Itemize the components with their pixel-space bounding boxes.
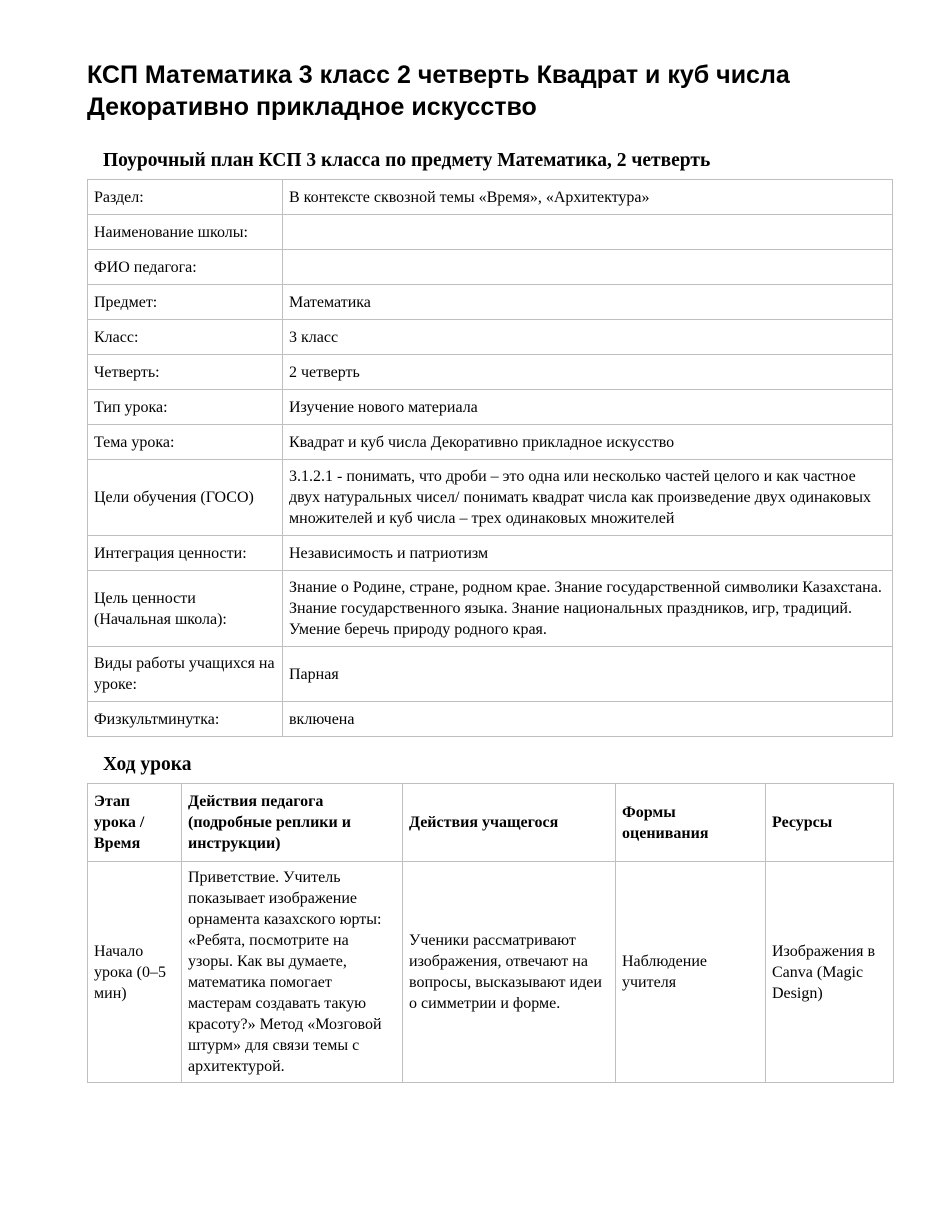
row-label: Четверть: <box>88 355 283 390</box>
header-teacher-actions: Действия педагога (подробные реплики и инструкции) <box>182 784 403 862</box>
row-value: включена <box>283 702 893 737</box>
document-page <box>87 0 893 1083</box>
table-row <box>88 250 893 285</box>
row-label: Тип урока: <box>88 390 283 425</box>
info-table <box>87 179 893 737</box>
row-value: В контексте сквозной темы «Время», «Архитектура» <box>283 180 893 215</box>
header-stage: Этап урока / Время <box>88 784 182 862</box>
table-row <box>88 862 894 1083</box>
row-value <box>283 250 893 285</box>
table-row <box>88 215 893 250</box>
row-label: ФИО педагога: <box>88 250 283 285</box>
table-row <box>88 647 893 702</box>
row-label: Цели обучения (ГОСО) <box>88 460 283 536</box>
cell-assessment: Наблюдение учителя <box>616 862 766 1083</box>
row-label: Цель ценности (Начальная школа): <box>88 571 283 647</box>
table-row <box>88 702 893 737</box>
cell-teacher-actions: Приветствие. Учитель показывает изображение орнамента казахского юрты: «Ребята, посмотрите на узоры. Как вы думаете, математика помогает мастерам создавать такую красоту?» Метод «Мозговой штурм» для связи темы с архитектурой. <box>182 862 403 1083</box>
row-value: 2 четверть <box>283 355 893 390</box>
table-row <box>88 536 893 571</box>
table-row <box>88 180 893 215</box>
table-row <box>88 355 893 390</box>
row-label: Интеграция ценности: <box>88 536 283 571</box>
row-value: Математика <box>283 285 893 320</box>
header-student-actions: Действия учащегося <box>403 784 616 862</box>
table-row <box>88 320 893 355</box>
table-row <box>88 285 893 320</box>
row-value: Парная <box>283 647 893 702</box>
lesson-table <box>87 783 894 1083</box>
table-row <box>88 390 893 425</box>
cell-resources: Изображения в Canva (Magic Design) <box>766 862 894 1083</box>
row-label: Предмет: <box>88 285 283 320</box>
cell-student-actions: Ученики рассматривают изображения, отвечают на вопросы, высказывают идеи о симметрии и форме. <box>403 862 616 1083</box>
row-label: Тема урока: <box>88 425 283 460</box>
document-title: КСП Математика 3 класс 2 четверть Квадрат и куб числа Декоративно прикладное искусство <box>87 61 790 121</box>
row-value: Квадрат и куб числа Декоративно прикладное искусство <box>283 425 893 460</box>
cell-stage: Начало урока (0–5 мин) <box>88 862 182 1083</box>
header-resources: Ресурсы <box>766 784 894 862</box>
table-row <box>88 571 893 647</box>
row-value: Изучение нового материала <box>283 390 893 425</box>
row-value: Независимость и патриотизм <box>283 536 893 571</box>
header-assessment: Формы оценивания <box>616 784 766 862</box>
row-label: Виды работы учащихся на уроке: <box>88 647 283 702</box>
table-row <box>88 425 893 460</box>
row-value: 3.1.2.1 - понимать, что дроби – это одна или несколько частей целого и как частное двух натуральных чисел/ понимать квадрат числа как произведение двух одинаковых множителей и куб числа – трех одинаковых множителей <box>283 460 893 536</box>
info-section-title: Поурочный план КСП 3 класса по предмету Математика, 2 четверть <box>103 150 711 171</box>
row-label: Класс: <box>88 320 283 355</box>
row-value: Знание о Родине, стране, родном крае. Знание государственной символики Казахстана. Знание государственного языка. Знание национальных праздников, игр, традиций. Умение беречь природу родного края. <box>283 571 893 647</box>
row-label: Наименование школы: <box>88 215 283 250</box>
lesson-section-title: Ход урока <box>103 754 192 775</box>
row-label: Раздел: <box>88 180 283 215</box>
row-value <box>283 215 893 250</box>
row-value: 3 класс <box>283 320 893 355</box>
table-header-row <box>88 784 894 862</box>
table-row <box>88 460 893 536</box>
row-label: Физкультминутка: <box>88 702 283 737</box>
